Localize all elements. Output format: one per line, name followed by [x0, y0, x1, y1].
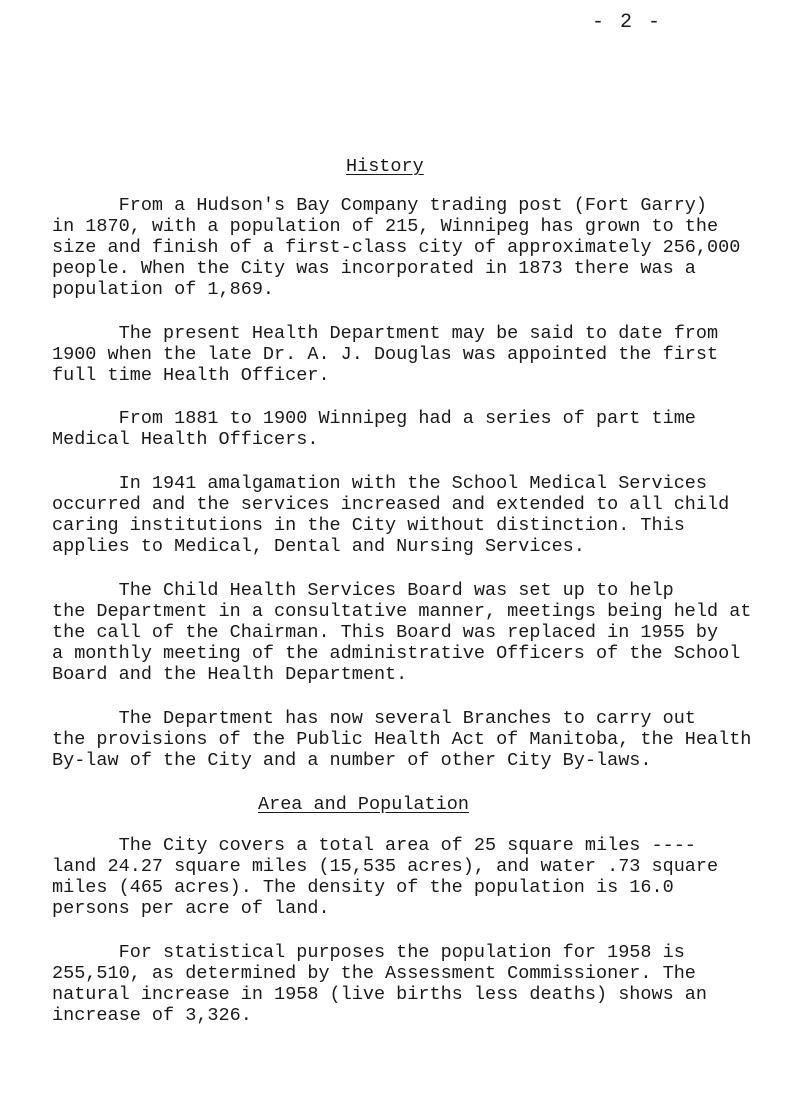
text-line: From 1881 to 1900 Winnipeg had a series of part time — [52, 408, 696, 429]
section-title-history: History — [346, 156, 424, 177]
area-paragraph-1 — [52, 835, 742, 919]
text-line: Board and the Health Department. — [52, 664, 408, 685]
text-line: a monthly meeting of the administrative Officers of the School — [52, 643, 741, 664]
text-line: persons per acre of land. — [52, 898, 330, 919]
text-line: From a Hudson's Bay Company trading post (Fort Garry) — [52, 195, 708, 216]
text-line: 255,510, as determined by the Assessment Commissioner. The — [52, 963, 696, 984]
text-line: The Department has now several Branches to carry out — [52, 708, 696, 729]
page-number: - 2 - — [592, 11, 663, 34]
text-line: Medical Health Officers. — [52, 429, 319, 450]
history-paragraph-5 — [52, 580, 752, 685]
text-line: The City covers a total area of 25 square miles ---- — [52, 835, 696, 856]
history-paragraph-1 — [52, 195, 742, 300]
text-line: the call of the Chairman. This Board was replaced in 1955 by — [52, 622, 719, 643]
text-line: land 24.27 square miles (15,535 acres), and water .73 square — [52, 856, 719, 877]
text-line: the Department in a consultative manner, meetings being held at — [52, 601, 752, 622]
text-line: 1900 when the late Dr. A. J. Douglas was appointed the first — [52, 344, 719, 365]
text-line: in 1870, with a population of 215, Winnipeg has grown to the — [52, 216, 719, 237]
history-paragraph-4 — [52, 473, 742, 557]
text-line: population of 1,869. — [52, 279, 275, 300]
area-paragraph-2 — [52, 942, 742, 1026]
history-paragraph-2 — [52, 323, 742, 386]
text-line: applies to Medical, Dental and Nursing Services. — [52, 536, 585, 557]
text-line: full time Health Officer. — [52, 365, 330, 386]
text-line: The present Health Department may be said to date from — [52, 323, 719, 344]
history-paragraph-3 — [52, 408, 742, 450]
text-line: caring institutions in the City without distinction. This — [52, 515, 685, 536]
history-paragraph-6 — [52, 708, 752, 771]
text-line: For statistical purposes the population for 1958 is — [52, 942, 685, 963]
section-title-area-population: Area and Population — [258, 794, 469, 815]
text-line: miles (465 acres). The density of the population is 16.0 — [52, 877, 674, 898]
text-line: natural increase in 1958 (live births less deaths) shows an — [52, 984, 708, 1005]
text-line: occurred and the services increased and extended to all child — [52, 494, 730, 515]
text-line: people. When the City was incorporated in 1873 there was a — [52, 258, 696, 279]
text-line: increase of 3,326. — [52, 1005, 252, 1026]
text-line: size and finish of a first-class city of approximately 256,000 — [52, 237, 741, 258]
text-line: The Child Health Services Board was set up to help — [52, 580, 674, 601]
text-line: the provisions of the Public Health Act of Manitoba, the Health — [52, 729, 752, 750]
text-line: In 1941 amalgamation with the School Medical Services — [52, 473, 708, 494]
text-line: By-law of the City and a number of other City By-laws. — [52, 750, 652, 771]
